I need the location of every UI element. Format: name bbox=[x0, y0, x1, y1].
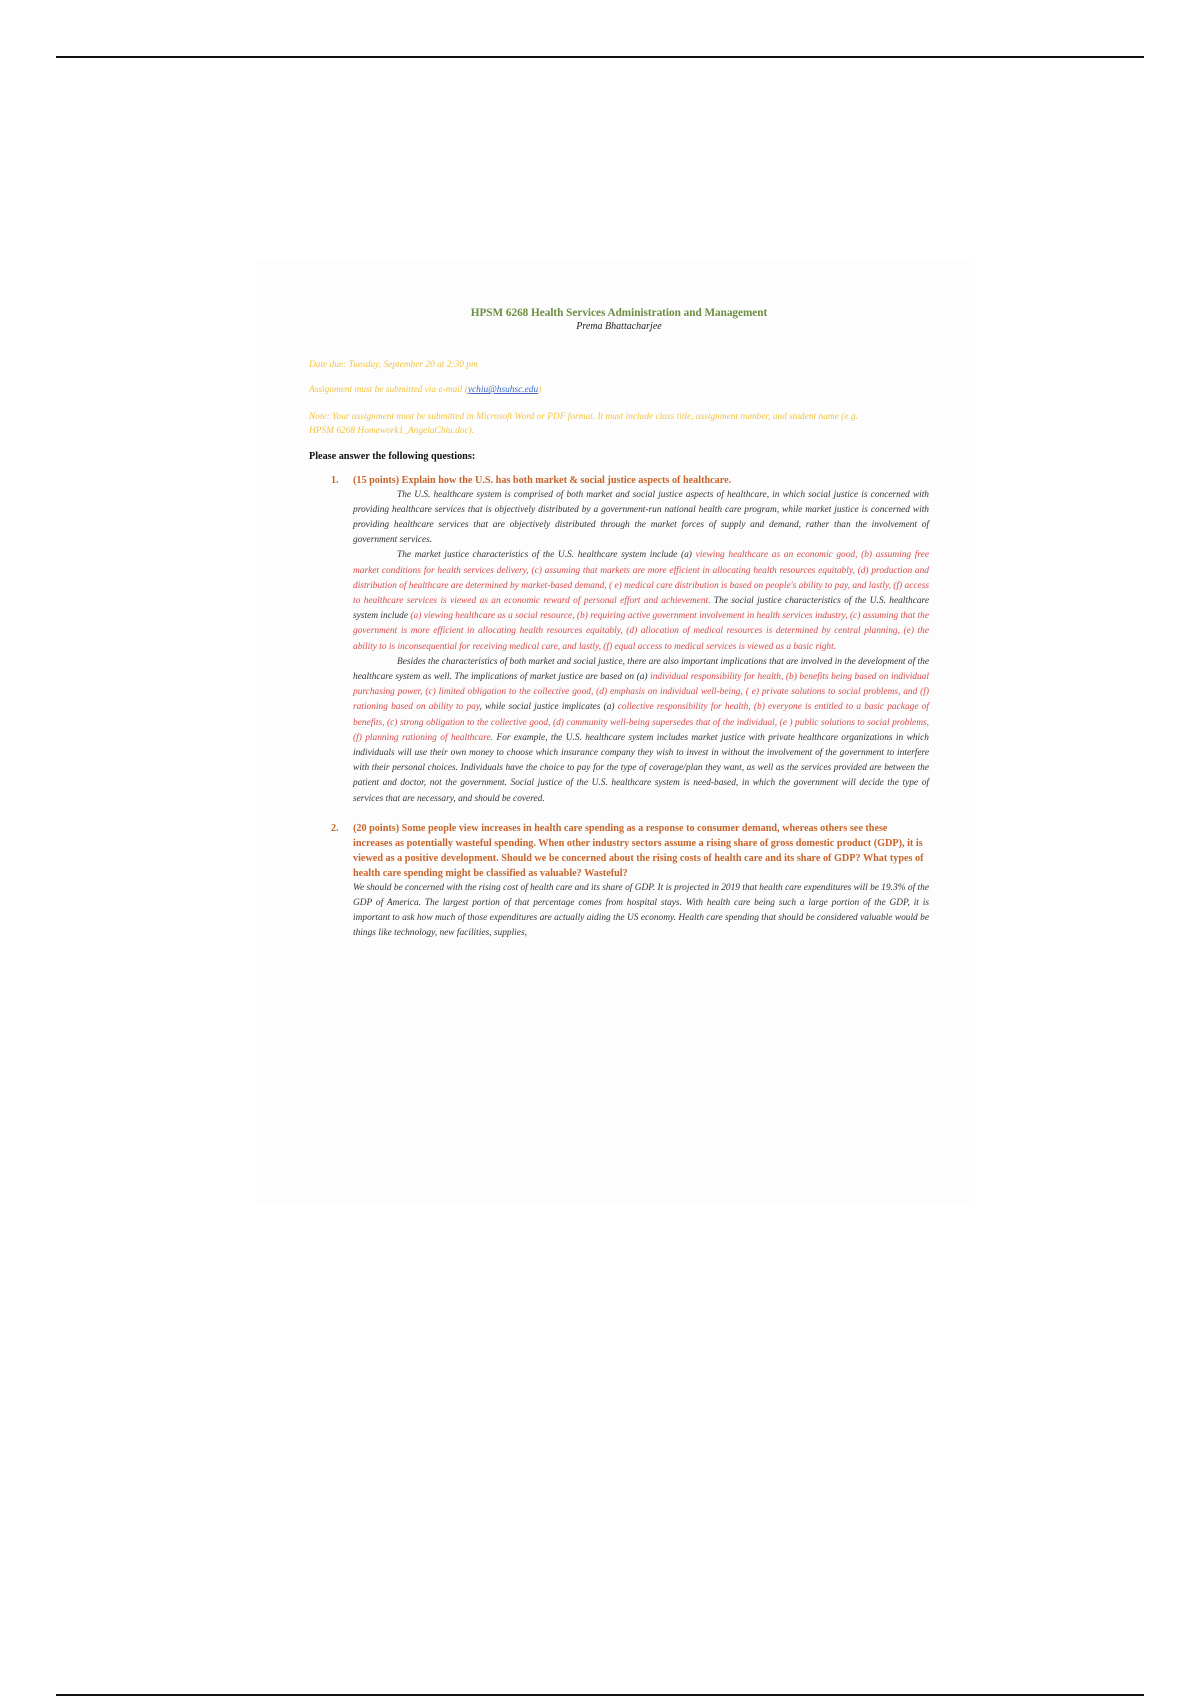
question-number: 2. bbox=[331, 822, 339, 834]
document-title: HPSM 6268 Health Services Administration and Management bbox=[470, 307, 768, 319]
questions-prompt: Please answer the following questions: bbox=[309, 451, 476, 463]
highlighted-answer-text: collective responsibility for health, (b) everyone is entitled to a basic package of benefits, (c) strong obligation to the collective good, (d) community well-being supersedes that of the individual, (e ) public solutions to social problems, (f) planning rationing of healthcare. bbox=[353, 702, 929, 743]
document-author: Prema Bhattacharjee bbox=[576, 321, 662, 332]
email-link[interactable]: ychiu@hsuhsc.edu bbox=[467, 385, 539, 396]
answer-text: Besides the characteristics of both market and social justice, there are also important implications that are involved in the development of the healthcare system as well. The implications of market justice are based on (a) bbox=[353, 656, 929, 683]
answer-paragraph bbox=[353, 655, 929, 807]
highlighted-answer-text: (a) viewing healthcare as a social resource, (b) requiring active government involvement in health services industry, (c) assuming that the government is more efficient in allocating health resources equitably, (d) allocation of medical resources is determined by central planning, (e) the ability to is inconsequential for receiving medical care, and lastly, (f) equal access to medical services is viewed as a basic right. bbox=[353, 611, 930, 652]
answer-text: , while social justice implicates (a) bbox=[479, 702, 618, 713]
email-suffix: ) bbox=[538, 385, 542, 396]
answer-text: The market justice characteristics of the U.S. healthcare system include (a) bbox=[397, 550, 696, 561]
date-due: Date due: Tuesday, September 20 at 2:30 pm bbox=[309, 360, 478, 370]
bottom-rule bbox=[56, 1694, 1144, 1696]
top-rule bbox=[56, 56, 1144, 58]
answer-paragraph: The U.S. healthcare system is comprised of both market and social justice aspects of healthcare, in which social justice is concerned with providing healthcare services that is objectively distributed by a government-run national health care program, while market justice is concerned with providing healthcare services that are objectively distributed through the market forces of supply and demand, rather than the involvement of government services. bbox=[353, 489, 929, 546]
question-1 bbox=[309, 473, 929, 807]
document-page-image bbox=[255, 258, 975, 1206]
question-heading: (15 points) Explain how the U.S. has both market & social justice aspects of healthcare. bbox=[353, 474, 732, 486]
answer-text: The social justice characteristics of the U.S. healthcare system include bbox=[353, 596, 930, 622]
highlighted-answer-text: viewing healthcare as an economic good, (b) assuming free market conditions for health services delivery, (c) assuming that markets are more efficient in allocating health resources equitably, (d) production and distribution of healthcare are determined by market-based demand, ( e) medical care distribution is based on people's ability to pay, and lastly, (f) access to healthcare services is viewed as an economic reward of personal effort and achievement. bbox=[353, 550, 929, 607]
answer-paragraph bbox=[353, 548, 929, 654]
question-heading: (20 points) Some people view increases in health care spending as a response to consumer demand, whereas others see these increases as potentially wasteful spending. When other industry sectors assume a rising share of gross domestic product (GDP), it is viewed as a positive development. Should we be concerned about the rising costs of health care and its share of GDP? What types of health care spending might be classified as valuable? Wasteful? bbox=[353, 822, 924, 879]
email-prefix: Assignment must be submitted via e-mail ( bbox=[309, 385, 468, 396]
document-content bbox=[309, 306, 929, 942]
answer-text: For example, the U.S. healthcare system includes market justice with private healthcare organizations in which individuals will use their own money to choose which insurance company they wish to invest in without the involvement of the government to interfere with their personal choices. Individuals have the choice to pay for the type of coverage/plan they want, as well as the services provided are between the patient and doctor, not the government. Social justice of the U.S. healthcare system is need-based, in which the government will decide the type of services that are necessary, and should be covered. bbox=[353, 732, 929, 804]
highlighted-answer-text: individual responsibility for health, (b) benefits being based on individual purchasing power, (c) limited obligation to the collective good, (d) emphasis on individual well-being, ( e) private solutions to social problems, and (f) rationing based on ability to pay bbox=[353, 672, 929, 713]
answer-paragraph: We should be concerned with the rising cost of health care and its share of GDP. It is projected in 2019 that health care expenditures will be 19.3% of the GDP of America. The largest portion of that percentage comes from hospital stays. With health care being such a large portion of the GDP, it is important to ask how much of those expenditures are actually aiding the US economy. Health care spending that should be considered valuable would be things like technology, new facilities, supplies, bbox=[353, 882, 929, 939]
question-2 bbox=[309, 821, 929, 942]
question-number: 1. bbox=[331, 474, 339, 486]
submission-note: Note: Your assignment must be submitted in Microsoft Word or PDF format. It must include class title, assignment number, and student name (e.g. HPSM 6268 Homework1_AngelaChiu.doc). bbox=[309, 412, 858, 437]
email-instruction bbox=[309, 383, 929, 398]
